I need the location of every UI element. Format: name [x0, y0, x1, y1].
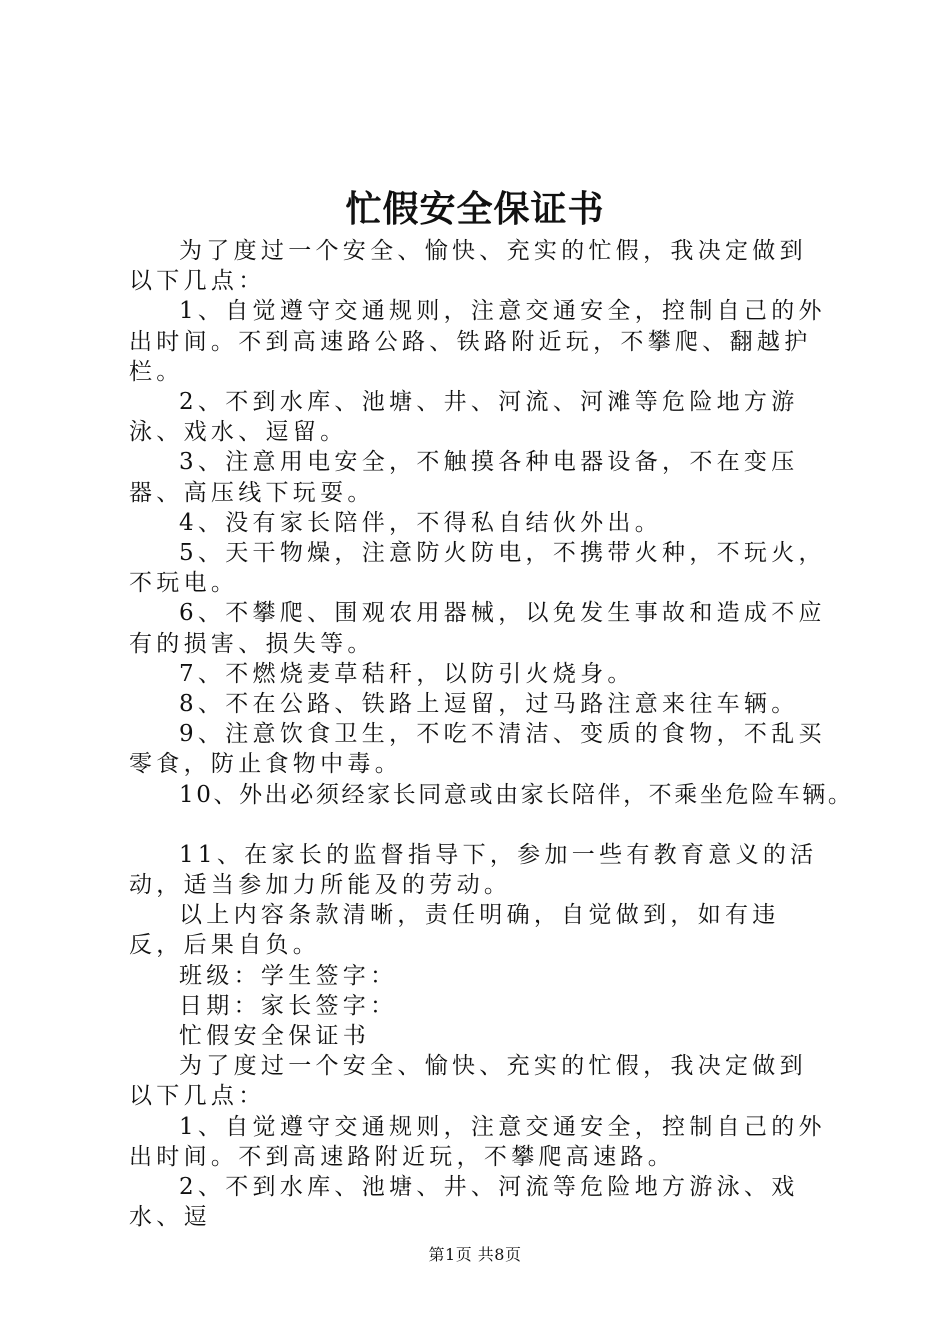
document-title: 忙假安全保证书	[345, 188, 605, 230]
paragraph-item-10: 10、外出必须经家长同意或由家长陪伴，不乘坐危险车辆。	[179, 781, 854, 808]
signature-date-parent: 日期：家长签字：	[179, 992, 398, 1019]
paragraph-item-1: 1、自觉遵守交通规则，注意交通安全，控制自己的外出时间。不到高速路公路、铁路附近玩，不攀爬、翻越护栏。	[129, 298, 826, 385]
paragraph-intro-repeat: 为了度过一个安全、愉快、充实的忙假，我决定做到以下几点：	[129, 1053, 807, 1110]
paragraph-item-1-repeat: 1、自觉遵守交通规则，注意交通安全，控制自己的外出时间。不到高速路附近玩，不攀爬高速路。	[129, 1113, 826, 1170]
paragraph-conclusion: 以上内容条款清晰，责任明确，自觉做到，如有违反，后果自负。	[129, 902, 780, 959]
paragraph-item-2-repeat: 2、不到水库、池塘、井、河流等危险地方游泳、戏水、逗	[129, 1174, 799, 1231]
paragraph-item-8: 8、不在公路、铁路上逗留，过马路注意来往车辆。	[179, 691, 799, 718]
paragraph-item-2: 2、不到水库、池塘、井、河流、河滩等危险地方游泳、戏水、逗留。	[129, 389, 799, 446]
repeated-title: 忙假安全保证书	[179, 1023, 371, 1050]
paragraph-item-6: 6、不攀爬、围观农用器械，以免发生事故和造成不应有的损害、损失等。	[129, 600, 826, 657]
paragraph-item-4: 4、没有家长陪伴，不得私自结伙外出。	[179, 509, 663, 536]
paragraph-item-9: 9、注意饮食卫生，不吃不清洁、变质的食物，不乱买零食，防止食物中毒。	[129, 721, 826, 778]
paragraph-item-11: 11、在家长的监督指导下，参加一些有教育意义的活动，适当参加力所能及的劳动。	[129, 841, 818, 899]
paragraph-item-7: 7、不燃烧麦草秸秆，以防引火烧身。	[179, 660, 635, 687]
paragraph-intro: 为了度过一个安全、愉快、充实的忙假，我决定做到以下几点：	[129, 238, 807, 295]
signature-class-student: 班级：学生签字：	[179, 962, 398, 989]
document-body	[129, 236, 854, 1233]
page-number-footer: 第1页 共8页	[428, 1245, 522, 1264]
paragraph-item-3: 3、注意用电安全，不触摸各种电器设备，不在变压器、高压线下玩耍。	[129, 449, 799, 506]
paragraph-item-5: 5、天干物燥，注意防火防电，不携带火种，不玩火，不玩电。	[129, 540, 826, 597]
